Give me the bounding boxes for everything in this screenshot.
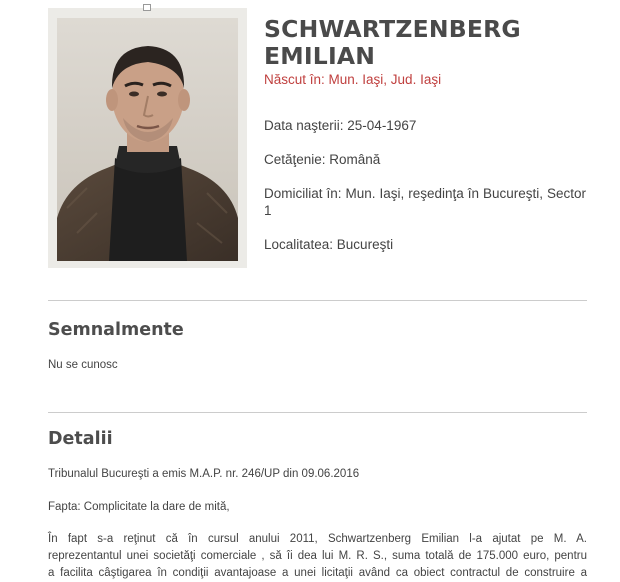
citizenship: Cetăţenie: Română [264,152,381,167]
description-line: În fapt s-a reţinut că în cursul anului 2011, Schwartzenberg Emilian l-a ajutat pe M. A. [48,533,587,545]
person-name-line1: SCHWARTZENBERG [264,15,521,43]
locality: Localitatea: Bucureşti [264,237,394,252]
birthplace: Născut în: Mun. Iaşi, Jud. Iaşi [264,72,442,87]
section-title-detalii: Detalii [48,429,113,449]
description-line: reprezentantul unei societăţi comerciale , să îi dea lui M. R. S., suma totală de 175.000 euro, pentru [48,550,587,562]
birth-date: Data naşterii: 25-04-1967 [264,118,417,133]
semnalmente-text: Nu se cunosc [48,359,118,371]
profile-header [264,16,594,87]
section-title-semnalmente: Semnalmente [48,320,184,340]
description-line: a facilita câştigarea în condiţii avantajoase a unei licitaţii având ca obiect contractul de construire a [48,567,587,579]
divider [48,412,587,413]
warrant-text: Tribunalul Bucureşti a emis M.A.P. nr. 246/UP din 09.06.2016 [48,468,360,480]
divider [48,300,587,301]
pin-icon [143,4,151,11]
portrait-image [57,18,238,261]
domicile: Domiciliat în: Mun. Iaşi, reşedinţa în Bucureşti, Sector 1 [264,186,586,218]
offense-text: Fapta: Complicitate la dare de mită, [48,501,230,513]
portrait-photo [57,18,238,261]
photo-frame [48,8,247,268]
description-paragraph [48,531,587,582]
person-name-line2: EMILIAN [264,42,376,70]
